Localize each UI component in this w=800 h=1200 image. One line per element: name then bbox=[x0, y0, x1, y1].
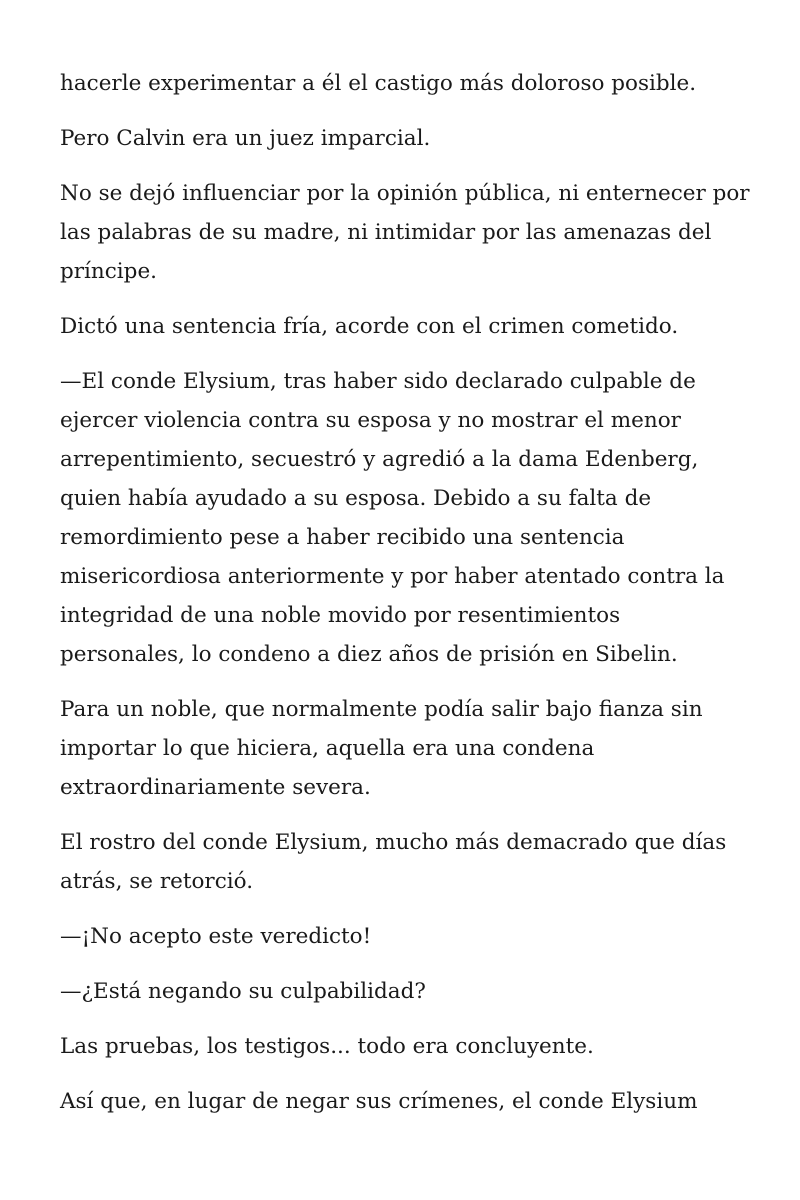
paragraph: Para un noble, que normalmente podía salir bajo fianza sin importar lo que hiciera, aquella era una condena extraordinariamente severa. bbox=[60, 697, 703, 800]
paragraph: No se dejó influenciar por la opinión pública, ni enternecer por las palabras de su madre, ni intimidar por las amenazas del príncipe. bbox=[60, 181, 750, 284]
paragraph: —¿Está negando su culpabilidad? bbox=[60, 979, 426, 1004]
paragraph: Dictó una sentencia fría, acorde con el crimen cometido. bbox=[60, 314, 679, 339]
document-page bbox=[60, 64, 750, 1137]
paragraph: El rostro del conde Elysium, mucho más demacrado que días atrás, se retorció. bbox=[60, 830, 727, 894]
paragraph: Las pruebas, los testigos... todo era concluyente. bbox=[60, 1034, 594, 1059]
paragraph: —El conde Elysium, tras haber sido declarado culpable de ejercer violencia contra su esposa y no mostrar el menor arrepentimiento, secuestró y agredió a la dama Edenberg, quien había ayudado a su esposa. Debido a su falta de remordimiento pese a haber recibido una sentencia misericordiosa anteriormente y por haber atentado contra la integridad de una noble movido por resentimientos personales, lo condeno a diez años de prisión en Sibelin. bbox=[60, 369, 725, 667]
paragraph: —¡No acepto este veredicto! bbox=[60, 924, 372, 949]
paragraph: Pero Calvin era un juez imparcial. bbox=[60, 126, 431, 151]
paragraph: Así que, en lugar de negar sus crímenes, el conde Elysium bbox=[60, 1089, 698, 1114]
paragraph: hacerle experimentar a él el castigo más doloroso posible. bbox=[60, 71, 697, 96]
